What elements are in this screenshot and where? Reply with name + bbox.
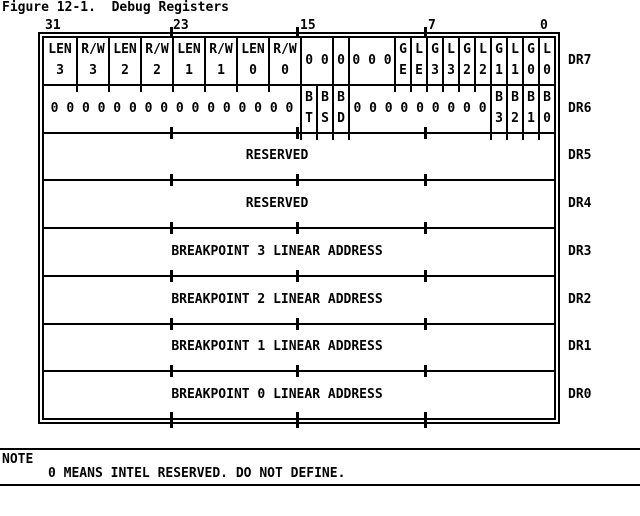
bitfield-cell (538, 38, 554, 84)
bitfield-label-bottom: 2 (479, 63, 487, 79)
bitfield-label-bottom: S (321, 111, 329, 127)
bitfield-cell (76, 38, 108, 84)
register-content-label: BREAKPOINT 2 LINEAR ADDRESS (171, 291, 383, 307)
bitfield-cell (458, 38, 474, 84)
register-rows (44, 38, 592, 418)
bitfield-cell (332, 86, 348, 132)
byte-boundary-tick (170, 270, 173, 282)
bitfield-label-bottom: 2 (153, 63, 161, 79)
bit-label-15: 15 (300, 18, 316, 33)
byte-boundary-tick (424, 174, 427, 186)
bitfield-label-top: B (305, 90, 313, 106)
register-name-label: DR5 (568, 148, 592, 164)
bitfield-cell (348, 86, 490, 132)
bitfield-cell (522, 38, 538, 84)
byte-boundary-tick (424, 222, 427, 234)
bitfield-label-top: L (479, 42, 487, 58)
bitfield-label-top: G (399, 42, 407, 58)
byte-boundary-tick (296, 174, 299, 186)
register-name-label: DR3 (568, 243, 592, 259)
bitfield-label-top: B (337, 90, 345, 106)
bitfield-label-top: G (431, 42, 439, 58)
note-body: 0 MEANS INTEL RESERVED. DO NOT DEFINE. (48, 466, 346, 481)
byte-boundary-tick (296, 270, 299, 282)
bitfield-label-top: LEN (177, 42, 201, 58)
bitfield-label-top: L (447, 42, 455, 58)
bitfield-cell (300, 86, 316, 132)
bitfield-label-bottom: 2 (511, 111, 519, 127)
bitfield-label-top: R/W (81, 42, 105, 58)
register-row-dr1 (44, 325, 592, 373)
bitfield-cell (316, 86, 332, 132)
bitfield-cell (348, 38, 394, 84)
bitfield-label-top: B (527, 90, 535, 106)
bitfield-label-bottom: 1 (217, 63, 225, 79)
figure-title: Figure 12-1. Debug Registers (2, 0, 229, 15)
bitfield-cell (538, 86, 554, 132)
byte-boundary-tick (424, 318, 427, 330)
bitfield-label-top: LEN (48, 42, 72, 58)
byte-boundary-tick (170, 412, 173, 428)
bitfield-cell (506, 86, 522, 132)
byte-boundary-tick (296, 412, 299, 428)
bitfield-label-bottom: 1 (511, 63, 519, 79)
byte-boundary-tick (296, 127, 299, 139)
bitfield-label-top: L (415, 42, 423, 58)
bitfield-cell (44, 38, 76, 84)
bitfield-label-bottom: 0 (543, 63, 551, 79)
bitfield-cell (204, 38, 236, 84)
bit-label-31: 31 (45, 18, 61, 33)
bitfield-label-bottom: 1 (495, 63, 503, 79)
bitfield-value: 0 (337, 52, 345, 68)
register-row-dr3 (44, 229, 592, 277)
bitfield-label-bottom: 2 (121, 63, 129, 79)
register-content-label: BREAKPOINT 0 LINEAR ADDRESS (171, 387, 383, 403)
bitfield-label-top: G (527, 42, 535, 58)
bitfield-label-top: G (463, 42, 471, 58)
register-row-dr7 (44, 38, 592, 86)
byte-boundary-tick (170, 127, 173, 139)
bitfield-label-bottom: D (337, 111, 345, 127)
bit-label-23: 23 (173, 18, 189, 33)
bitfield-cell (394, 38, 410, 84)
bitfield-label-bottom: 0 (543, 111, 551, 127)
byte-boundary-tick (170, 318, 173, 330)
bitfield-value: 0 0 (305, 52, 329, 68)
bitfield-label-top: R/W (209, 42, 233, 58)
bitfield-cell (490, 38, 506, 84)
bitfield-label-bottom: 3 (89, 63, 97, 79)
note-rule-top (0, 448, 640, 450)
bitfield-value: 0 0 0 (352, 52, 392, 68)
byte-boundary-tick (296, 27, 299, 38)
register-row-dr4 (44, 181, 592, 229)
bitfield-label-top: B (543, 90, 551, 106)
register-row-dr0 (44, 372, 592, 418)
bitfield-cell (332, 38, 348, 84)
register-name-label: DR2 (568, 291, 592, 307)
bitfield-cell (410, 38, 426, 84)
bitfield-label-bottom: 0 (527, 63, 535, 79)
byte-boundary-tick (170, 174, 173, 186)
debug-registers-box (38, 32, 592, 424)
bitfield-label-bottom: 0 (249, 63, 257, 79)
bitfield-cell (442, 38, 458, 84)
bit-label-0: 0 (540, 18, 548, 33)
byte-boundary-tick (424, 27, 427, 38)
bitfield-cell (172, 38, 204, 84)
byte-boundary-tick (424, 412, 427, 428)
bitfield-label-bottom: 3 (56, 63, 64, 79)
register-content-label: BREAKPOINT 1 LINEAR ADDRESS (171, 339, 383, 355)
bitfield-cell (490, 86, 506, 132)
bitfield-label-top: LEN (113, 42, 137, 58)
byte-boundary-tick (170, 365, 173, 377)
bitfield-label-top: B (495, 90, 503, 106)
register-name-label: DR7 (568, 52, 592, 68)
bitfield-label-bottom: 3 (495, 111, 503, 127)
bitfield-cell (426, 38, 442, 84)
register-content-label: BREAKPOINT 3 LINEAR ADDRESS (171, 243, 383, 259)
bitfield-cell (300, 38, 332, 84)
bitfield-label-top: L (511, 42, 519, 58)
bitfield-label-top: B (511, 90, 519, 106)
bitfield-label-bottom: 1 (185, 63, 193, 79)
bitfield-label-bottom: 2 (463, 63, 471, 79)
bitfield-label-bottom: T (305, 111, 313, 127)
bitfield-cell (506, 38, 522, 84)
bitfield-label-top: L (543, 42, 551, 58)
bitfield-label-top: R/W (273, 42, 297, 58)
bitfield-cell (268, 38, 300, 84)
note-heading: NOTE (2, 452, 34, 467)
bitfield-value: 0 0 0 0 0 0 0 0 0 (353, 100, 487, 116)
bitfield-label-top: R/W (145, 42, 169, 58)
bitfield-cell (236, 38, 268, 84)
bitfield-cell (522, 86, 538, 132)
bitfield-label-bottom: E (415, 63, 423, 79)
register-row-dr5 (44, 134, 592, 182)
bitfield-label-top: B (321, 90, 329, 106)
register-name-label: DR4 (568, 196, 592, 212)
register-row-dr6 (44, 86, 592, 134)
bitfield-label-bottom: 0 (281, 63, 289, 79)
register-content-label: RESERVED (245, 196, 309, 212)
register-row-dr2 (44, 277, 592, 325)
bit-label-7: 7 (428, 18, 436, 33)
bitfield-cell (140, 38, 172, 84)
byte-boundary-tick (296, 365, 299, 377)
bitfield-label-bottom: 3 (447, 63, 455, 79)
register-name-label: DR6 (568, 100, 592, 116)
register-name-label: DR1 (568, 339, 592, 355)
byte-boundary-tick (296, 222, 299, 234)
register-name-label: DR0 (568, 387, 592, 403)
bitfield-label-top: LEN (241, 42, 265, 58)
bitfield-label-bottom: 3 (431, 63, 439, 79)
byte-boundary-tick (424, 127, 427, 139)
byte-boundary-tick (424, 270, 427, 282)
byte-boundary-tick (424, 365, 427, 377)
bitfield-label-bottom: 1 (527, 111, 535, 127)
bitfield-label-bottom: E (399, 63, 407, 79)
register-content-label: RESERVED (245, 148, 309, 164)
bitfield-cell (474, 38, 490, 84)
bitfield-label-top: G (495, 42, 503, 58)
byte-boundary-tick (170, 27, 173, 38)
bitfield-value: 0 0 0 0 0 0 0 0 0 0 0 0 0 0 0 0 (50, 100, 294, 116)
byte-boundary-tick (296, 318, 299, 330)
note-rule-bottom (0, 484, 640, 486)
bitfield-cell (44, 86, 300, 132)
byte-boundary-tick (170, 222, 173, 234)
bitfield-cell (108, 38, 140, 84)
